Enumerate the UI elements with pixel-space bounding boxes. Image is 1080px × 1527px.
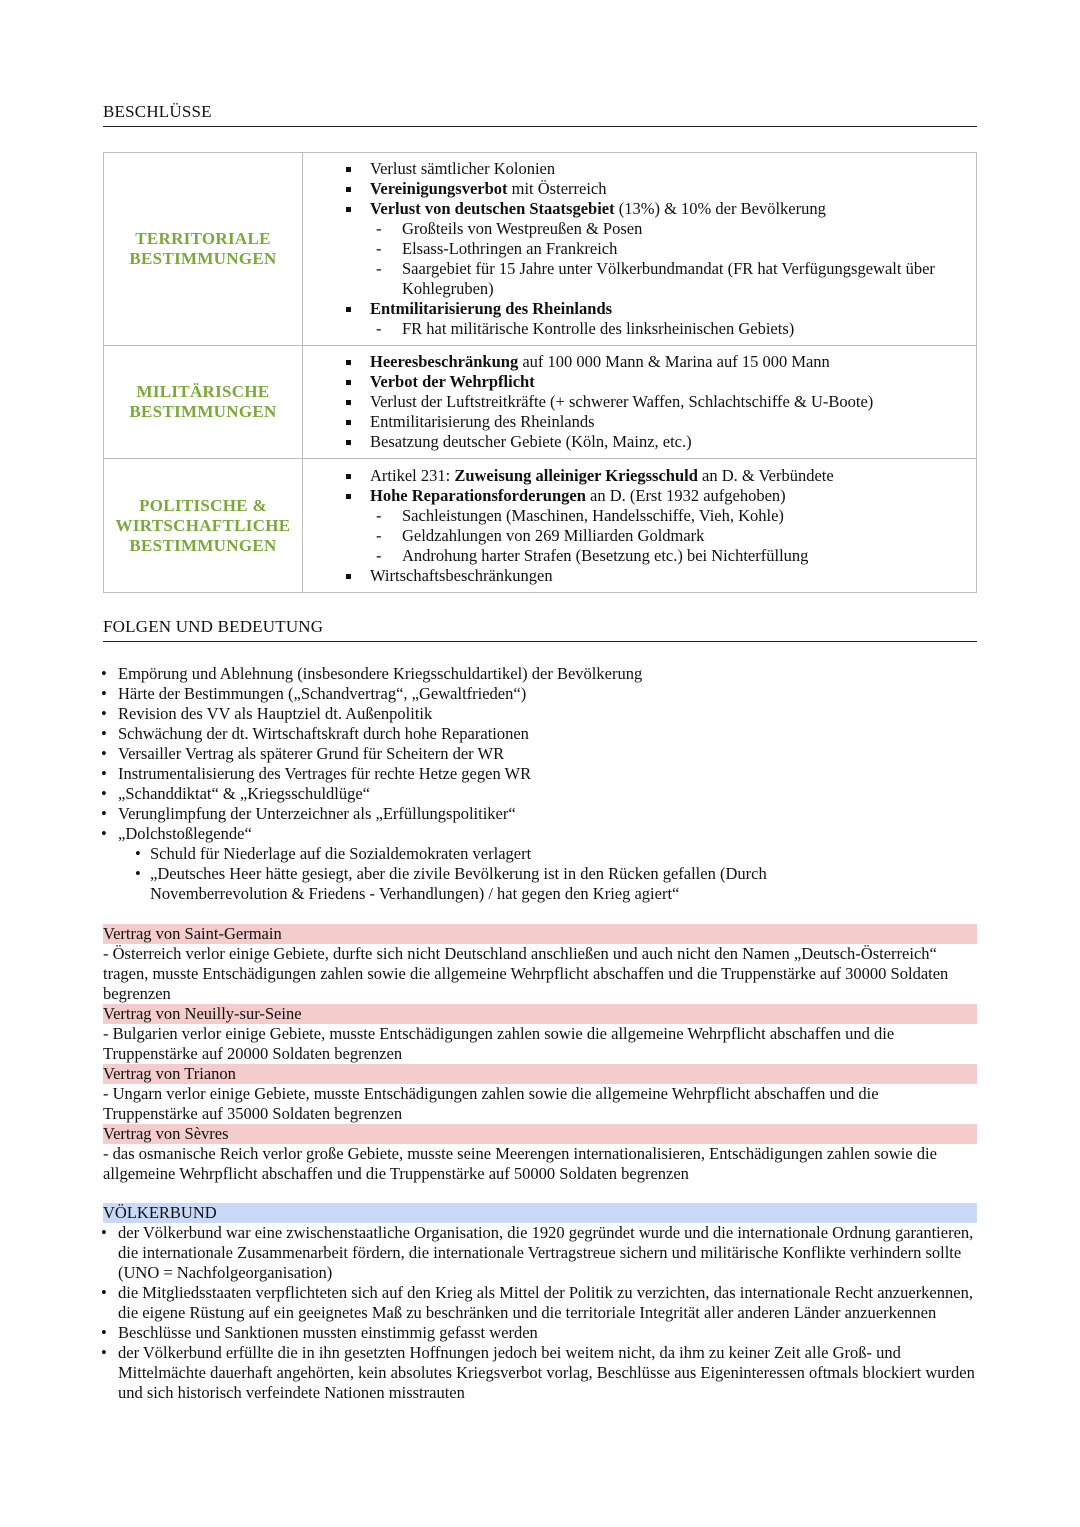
- category-label: TERRITORIALE: [135, 229, 271, 248]
- table-row-military: [104, 346, 977, 459]
- table-row-political: [104, 459, 977, 593]
- category-label: BESTIMMUNGEN: [129, 249, 277, 268]
- list-item: • Revision des VV als Hauptziel dt. Außenpolitik: [103, 704, 977, 724]
- heading-folgen: FOLGEN UND BEDEUTUNG: [103, 617, 977, 642]
- category-label: WIRTSCHAFTLICHE: [115, 515, 291, 535]
- category-label: MILITÄRISCHE: [136, 382, 270, 401]
- content-cell: [303, 153, 977, 346]
- treaty-title: Vertrag von Trianon: [103, 1064, 977, 1084]
- voelkerbund-heading: VÖLKERBUND: [103, 1203, 977, 1223]
- list-item: • Schwächung der dt. Wirtschaftskraft durch hohe Reparationen: [103, 724, 977, 744]
- item-list: [303, 466, 976, 586]
- folgen-list: [103, 664, 977, 904]
- treaty-title: Vertrag von Sèvres: [103, 1124, 977, 1144]
- list-item: • Instrumentalisierung des Vertrages für rechte Hetze gegen WR: [103, 764, 977, 784]
- list-item: Vereinigungsverbot mit Österreich: [303, 179, 976, 199]
- list-item: Entmilitarisierung des Rheinlands: [303, 412, 976, 432]
- list-item: • der Völkerbund war eine zwischenstaatliche Organisation, die 1920 gegründet wurde und die internationale Ordnung garantieren, die internationale Zusammenarbeit fördern, die internationale Vertragstreue sichern und militärische Konflikte verhindern sollte (UNO = Nachfolgeorganisation): [103, 1223, 977, 1283]
- list-subitem: - Geldzahlungen von 269 Milliarden Goldmark: [303, 526, 976, 546]
- voelkerbund-list: [103, 1223, 977, 1403]
- heading-beschluesse: BESCHLÜSSE: [103, 102, 977, 127]
- category-cell: [104, 346, 303, 459]
- list-item: Verlust von deutschen Staatsgebiet (13%) & 10% der Bevölkerung: [303, 199, 976, 219]
- table-row-territorial: [104, 153, 977, 346]
- beschluesse-table: [103, 152, 977, 593]
- list-subitem: - Sachleistungen (Maschinen, Handelsschiffe, Vieh, Kohle): [303, 506, 976, 526]
- item-list: [303, 352, 976, 452]
- list-item: • Empörung und Ablehnung (insbesondere Kriegsschuldartikel) der Bevölkerung: [103, 664, 977, 684]
- treaty-title: Vertrag von Neuilly-sur-Seine: [103, 1004, 977, 1024]
- list-subitem: • „Deutsches Heer hätte gesiegt, aber die zivile Bevölkerung ist in den Rücken gefallen (Durch Novemberrevolution & Friedens - Verhandlungen) / hat gegen den Krieg agiert“: [103, 864, 977, 904]
- treaty-title: Vertrag von Saint-Germain: [103, 924, 977, 944]
- list-item: • Beschlüsse und Sanktionen mussten einstimmig gefasst werden: [103, 1323, 977, 1343]
- list-item: Artikel 231: Zuweisung alleiniger Kriegsschuld an D. & Verbündete: [303, 466, 976, 486]
- list-subitem: - Androhung harter Strafen (Besetzung etc.) bei Nichterfüllung: [303, 546, 976, 566]
- list-item: • der Völkerbund erfüllte die in ihn gesetzten Hoffnungen jedoch bei weitem nicht, da ihm zu keiner Zeit alle Groß- und Mittelmächte dauerhaft angehörten, kein absolutes Kriegsverbot vorlag, Beschlüsse aus Eigeninteressen oftmals blockiert wurden und sich historisch verfeindete Nationen misstrauten: [103, 1343, 977, 1403]
- content-cell: [303, 346, 977, 459]
- list-item: • Verunglimpfung der Unterzeichner als „Erfüllungspolitiker“: [103, 804, 977, 824]
- list-item: Verlust der Luftstreitkräfte (+ schwerer Waffen, Schlachtschiffe & U-Boote): [303, 392, 976, 412]
- list-item: • Härte der Bestimmungen („Schandvertrag“, „Gewaltfrieden“): [103, 684, 977, 704]
- category-label: BESTIMMUNGEN: [129, 402, 277, 421]
- treaty-text: - Bulgarien verlor einige Gebiete, musste Entschädigungen zahlen sowie die allgemeine Wehrpflicht abschaffen und die Truppenstärke auf 20000 Soldaten begrenzen: [103, 1024, 895, 1063]
- list-item: Verbot der Wehrpflicht: [303, 372, 976, 392]
- treaties-section: [103, 924, 977, 1184]
- category-label: POLITISCHE &: [139, 495, 267, 515]
- list-item: • „Schanddiktat“ & „Kriegsschuldlüge“: [103, 784, 977, 804]
- list-item: • „Dolchstoßlegende“: [103, 824, 977, 844]
- list-item: Verlust sämtlicher Kolonien: [303, 159, 976, 179]
- list-item: Besatzung deutscher Gebiete (Köln, Mainz, etc.): [303, 432, 976, 452]
- treaty-text: - Ungarn verlor einige Gebiete, musste Entschädigungen zahlen sowie die allgemeine Wehrpflicht abschaffen und die Truppenstärke auf 35000 Soldaten begrenzen: [103, 1084, 879, 1123]
- list-item: Hohe Reparationsforderungen an D. (Erst 1932 aufgehoben): [303, 486, 976, 506]
- list-subitem: - Saargebiet für 15 Jahre unter Völkerbundmandat (FR hat Verfügungsgewalt über Kohlegruben): [303, 259, 976, 299]
- list-item: • Versailler Vertrag als späterer Grund für Scheitern der WR: [103, 744, 977, 764]
- list-subitem: - FR hat militärische Kontrolle des linksrheinischen Gebiets): [303, 319, 976, 339]
- list-subitem: - Großteils von Westpreußen & Posen: [303, 219, 976, 239]
- item-list: [303, 159, 976, 339]
- category-label: BESTIMMUNGEN: [129, 535, 277, 555]
- list-item: Heeresbeschränkung auf 100 000 Mann & Marina auf 15 000 Mann: [303, 352, 976, 372]
- list-item: • die Mitgliedsstaaten verpflichteten sich auf den Krieg als Mittel der Politik zu verzichten, das internationale Recht anzuerkennen, die eigene Rüstung auf ein geeignetes Maß zu beschränken und die territoriale Integrität aller anderen Länder anzuerkennen: [103, 1283, 977, 1323]
- treaty-text: - das osmanische Reich verlor große Gebiete, musste seine Meerengen internationalisieren, Entschädigungen zahlen sowie die allgemeine Wehrpflicht abschaffen und die Truppenstärke auf 50000 Soldaten begrenzen: [103, 1144, 937, 1183]
- category-cell: [104, 459, 303, 593]
- list-subitem: • Schuld für Niederlage auf die Sozialdemokraten verlagert: [103, 844, 977, 864]
- list-item: Entmilitarisierung des Rheinlands: [303, 299, 976, 319]
- voelkerbund-section: [103, 1203, 977, 1403]
- treaty-text: - Österreich verlor einige Gebiete, durfte sich nicht Deutschland anschließen und auch nicht den Namen „Deutsch-Österreich“ tragen, musste Entschädigungen zahlen sowie die allgemeine Wehrpflicht abschaffen und die Truppenstärke auf 30000 Soldaten begrenzen: [103, 944, 949, 1003]
- content-cell: [303, 459, 977, 593]
- category-cell: [104, 153, 303, 346]
- list-subitem: - Elsass-Lothringen an Frankreich: [303, 239, 976, 259]
- list-item: Wirtschaftsbeschränkungen: [303, 566, 976, 586]
